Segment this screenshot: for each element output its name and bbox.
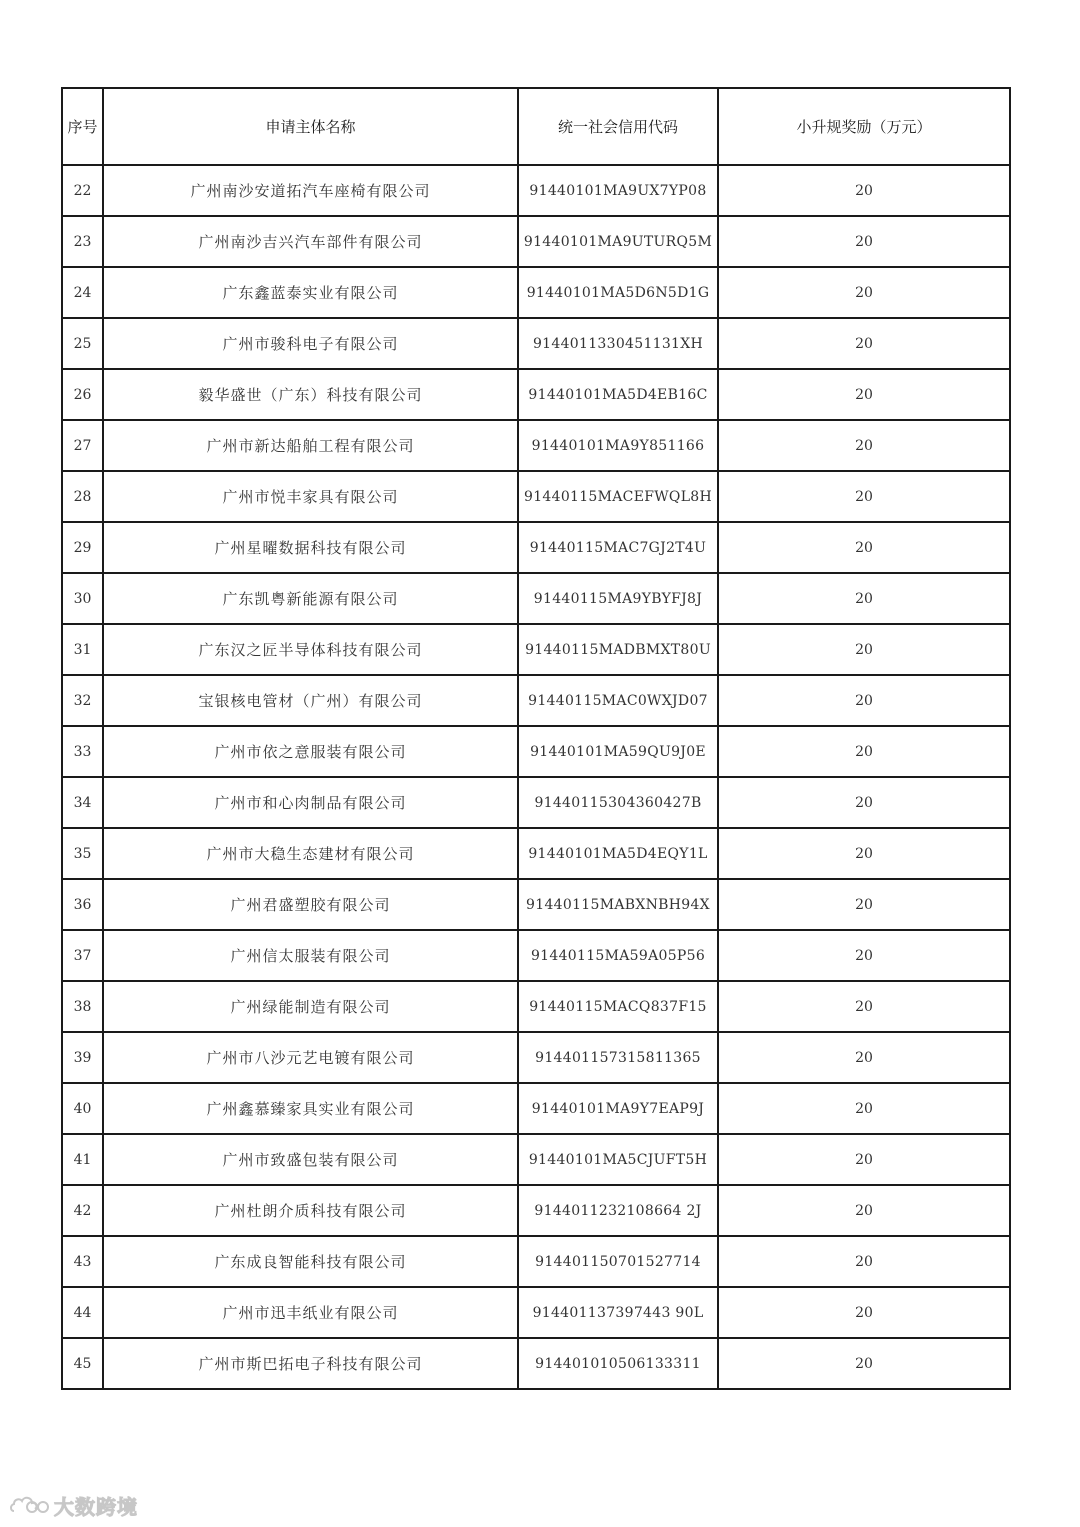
cell-reward: 20	[718, 1287, 1010, 1338]
table-row	[62, 1338, 1010, 1389]
cell-serial-number: 29	[62, 522, 103, 573]
cell-reward: 20	[718, 522, 1010, 573]
cell-credit-code: 91440101MA5D4EB16C	[518, 369, 718, 420]
cell-credit-code: 91440115MA59A05P56	[518, 930, 718, 981]
cell-applicant-name: 广东汉之匠半导体科技有限公司	[103, 624, 518, 675]
cell-applicant-name: 广东鑫蓝泰实业有限公司	[103, 267, 518, 318]
cell-serial-number: 38	[62, 981, 103, 1032]
cell-reward: 20	[718, 675, 1010, 726]
cell-applicant-name: 广州市致盛包装有限公司	[103, 1134, 518, 1185]
cell-applicant-name: 广州市迅丰纸业有限公司	[103, 1287, 518, 1338]
cell-applicant-name: 广州市依之意服装有限公司	[103, 726, 518, 777]
table-row	[62, 1134, 1010, 1185]
cell-reward: 20	[718, 726, 1010, 777]
table-row	[62, 675, 1010, 726]
cell-serial-number: 25	[62, 318, 103, 369]
header-row	[62, 88, 1010, 165]
table-row	[62, 573, 1010, 624]
cell-credit-code: 91440101MA9Y851166	[518, 420, 718, 471]
cell-credit-code: 914401150701527714	[518, 1236, 718, 1287]
table-row	[62, 1236, 1010, 1287]
cell-serial-number: 32	[62, 675, 103, 726]
cell-applicant-name: 广州南沙安道拓汽车座椅有限公司	[103, 165, 518, 216]
cell-applicant-name: 广州市悦丰家具有限公司	[103, 471, 518, 522]
table-row	[62, 165, 1010, 216]
cell-reward: 20	[718, 981, 1010, 1032]
cell-applicant-name: 广州市大稳生态建材有限公司	[103, 828, 518, 879]
cell-applicant-name: 广州市八沙元艺电镀有限公司	[103, 1032, 518, 1083]
cell-reward: 20	[718, 1032, 1010, 1083]
cell-serial-number: 33	[62, 726, 103, 777]
cell-reward: 20	[718, 318, 1010, 369]
cell-credit-code: 91440115MACEFWQL8H	[518, 471, 718, 522]
table-row	[62, 1185, 1010, 1236]
cell-applicant-name: 广州市斯巴拓电子科技有限公司	[103, 1338, 518, 1389]
cell-credit-code: 91440101MA5CJUFT5H	[518, 1134, 718, 1185]
cell-applicant-name: 广州南沙吉兴汽车部件有限公司	[103, 216, 518, 267]
table-row	[62, 420, 1010, 471]
cell-applicant-name: 广州市新达船舶工程有限公司	[103, 420, 518, 471]
cell-serial-number: 44	[62, 1287, 103, 1338]
cell-applicant-name: 广州绿能制造有限公司	[103, 981, 518, 1032]
cell-reward: 20	[718, 624, 1010, 675]
cell-serial-number: 41	[62, 1134, 103, 1185]
cell-serial-number: 40	[62, 1083, 103, 1134]
cell-serial-number: 35	[62, 828, 103, 879]
table-row	[62, 828, 1010, 879]
cell-credit-code: 91440115MAC7GJ2T4U	[518, 522, 718, 573]
cell-applicant-name: 宝银核电管材（广州）有限公司	[103, 675, 518, 726]
cell-serial-number: 27	[62, 420, 103, 471]
cell-serial-number: 31	[62, 624, 103, 675]
cell-credit-code: 91440101MA5D4EQY1L	[518, 828, 718, 879]
cell-applicant-name: 广东成良智能科技有限公司	[103, 1236, 518, 1287]
table-row	[62, 1287, 1010, 1338]
cell-serial-number: 36	[62, 879, 103, 930]
cell-applicant-name: 广东凯粤新能源有限公司	[103, 573, 518, 624]
company-list-table	[61, 87, 1011, 1390]
cell-serial-number: 26	[62, 369, 103, 420]
cell-reward: 20	[718, 165, 1010, 216]
cell-credit-code: 91440115MA9YBYFJ8J	[518, 573, 718, 624]
cell-credit-code: 91440101MA9UTURQ5M	[518, 216, 718, 267]
table-row	[62, 981, 1010, 1032]
cell-serial-number: 28	[62, 471, 103, 522]
table-row	[62, 318, 1010, 369]
cell-credit-code: 91440115MABXNBH94X	[518, 879, 718, 930]
cell-reward: 20	[718, 1236, 1010, 1287]
watermark	[8, 1490, 138, 1520]
cell-reward: 20	[718, 420, 1010, 471]
table-body	[62, 165, 1010, 1389]
cell-credit-code: 914401157315811365	[518, 1032, 718, 1083]
cell-reward: 20	[718, 1083, 1010, 1134]
cell-applicant-name: 广州鑫慕臻家具实业有限公司	[103, 1083, 518, 1134]
cell-applicant-name: 广州市骏科电子有限公司	[103, 318, 518, 369]
cell-serial-number: 24	[62, 267, 103, 318]
table-row	[62, 879, 1010, 930]
cell-reward: 20	[718, 267, 1010, 318]
table-row	[62, 777, 1010, 828]
cell-credit-code: 91440101MA9Y7EAP9J	[518, 1083, 718, 1134]
cell-serial-number: 34	[62, 777, 103, 828]
cell-serial-number: 30	[62, 573, 103, 624]
cell-serial-number: 23	[62, 216, 103, 267]
cell-reward: 20	[718, 777, 1010, 828]
table-row	[62, 1083, 1010, 1134]
table-row	[62, 471, 1010, 522]
cell-reward: 20	[718, 573, 1010, 624]
table-header	[62, 88, 1010, 165]
cell-credit-code: 91440101MA5D6N5D1G	[518, 267, 718, 318]
cell-credit-code: 91440101MA9UX7YP08	[518, 165, 718, 216]
table-row	[62, 522, 1010, 573]
cell-serial-number: 43	[62, 1236, 103, 1287]
cell-reward: 20	[718, 1185, 1010, 1236]
cell-applicant-name: 广州星曜数据科技有限公司	[103, 522, 518, 573]
header-reward: 小升规奖励（万元）	[718, 88, 1010, 165]
cell-credit-code: 9144011232108664 2J	[518, 1185, 718, 1236]
cell-reward: 20	[718, 1338, 1010, 1389]
header-applicant-name: 申请主体名称	[103, 88, 518, 165]
cell-applicant-name: 广州信太服装有限公司	[103, 930, 518, 981]
cell-reward: 20	[718, 471, 1010, 522]
cell-credit-code: 914401137397443 90L	[518, 1287, 718, 1338]
cell-credit-code: 9144011330451131XH	[518, 318, 718, 369]
cell-reward: 20	[718, 879, 1010, 930]
cell-reward: 20	[718, 369, 1010, 420]
table-row	[62, 369, 1010, 420]
cell-credit-code: 91440115304360427B	[518, 777, 718, 828]
cell-credit-code: 91440115MAC0WXJD07	[518, 675, 718, 726]
watermark-text: 大数跨境	[54, 1494, 138, 1519]
cell-credit-code: 91440101MA59QU9J0E	[518, 726, 718, 777]
cell-serial-number: 42	[62, 1185, 103, 1236]
cell-applicant-name: 毅华盛世（广东）科技有限公司	[103, 369, 518, 420]
cell-reward: 20	[718, 828, 1010, 879]
cell-serial-number: 45	[62, 1338, 103, 1389]
cell-applicant-name: 广州杜朗介质科技有限公司	[103, 1185, 518, 1236]
cell-reward: 20	[718, 216, 1010, 267]
cell-credit-code: 914401010506133311	[518, 1338, 718, 1389]
table-row	[62, 1032, 1010, 1083]
table-row	[62, 930, 1010, 981]
header-serial-number: 序号	[62, 88, 103, 165]
table-row	[62, 726, 1010, 777]
table-row	[62, 216, 1010, 267]
cell-credit-code: 91440115MADBMXT80U	[518, 624, 718, 675]
header-credit-code: 统一社会信用代码	[518, 88, 718, 165]
cell-serial-number: 37	[62, 930, 103, 981]
cell-credit-code: 91440115MACQ837F15	[518, 981, 718, 1032]
cell-serial-number: 39	[62, 1032, 103, 1083]
cell-reward: 20	[718, 1134, 1010, 1185]
table-row	[62, 267, 1010, 318]
cell-reward: 20	[718, 930, 1010, 981]
cell-serial-number: 22	[62, 165, 103, 216]
table-row	[62, 624, 1010, 675]
cloud-logo-icon	[8, 1493, 50, 1517]
cell-applicant-name: 广州市和心肉制品有限公司	[103, 777, 518, 828]
cell-applicant-name: 广州君盛塑胶有限公司	[103, 879, 518, 930]
